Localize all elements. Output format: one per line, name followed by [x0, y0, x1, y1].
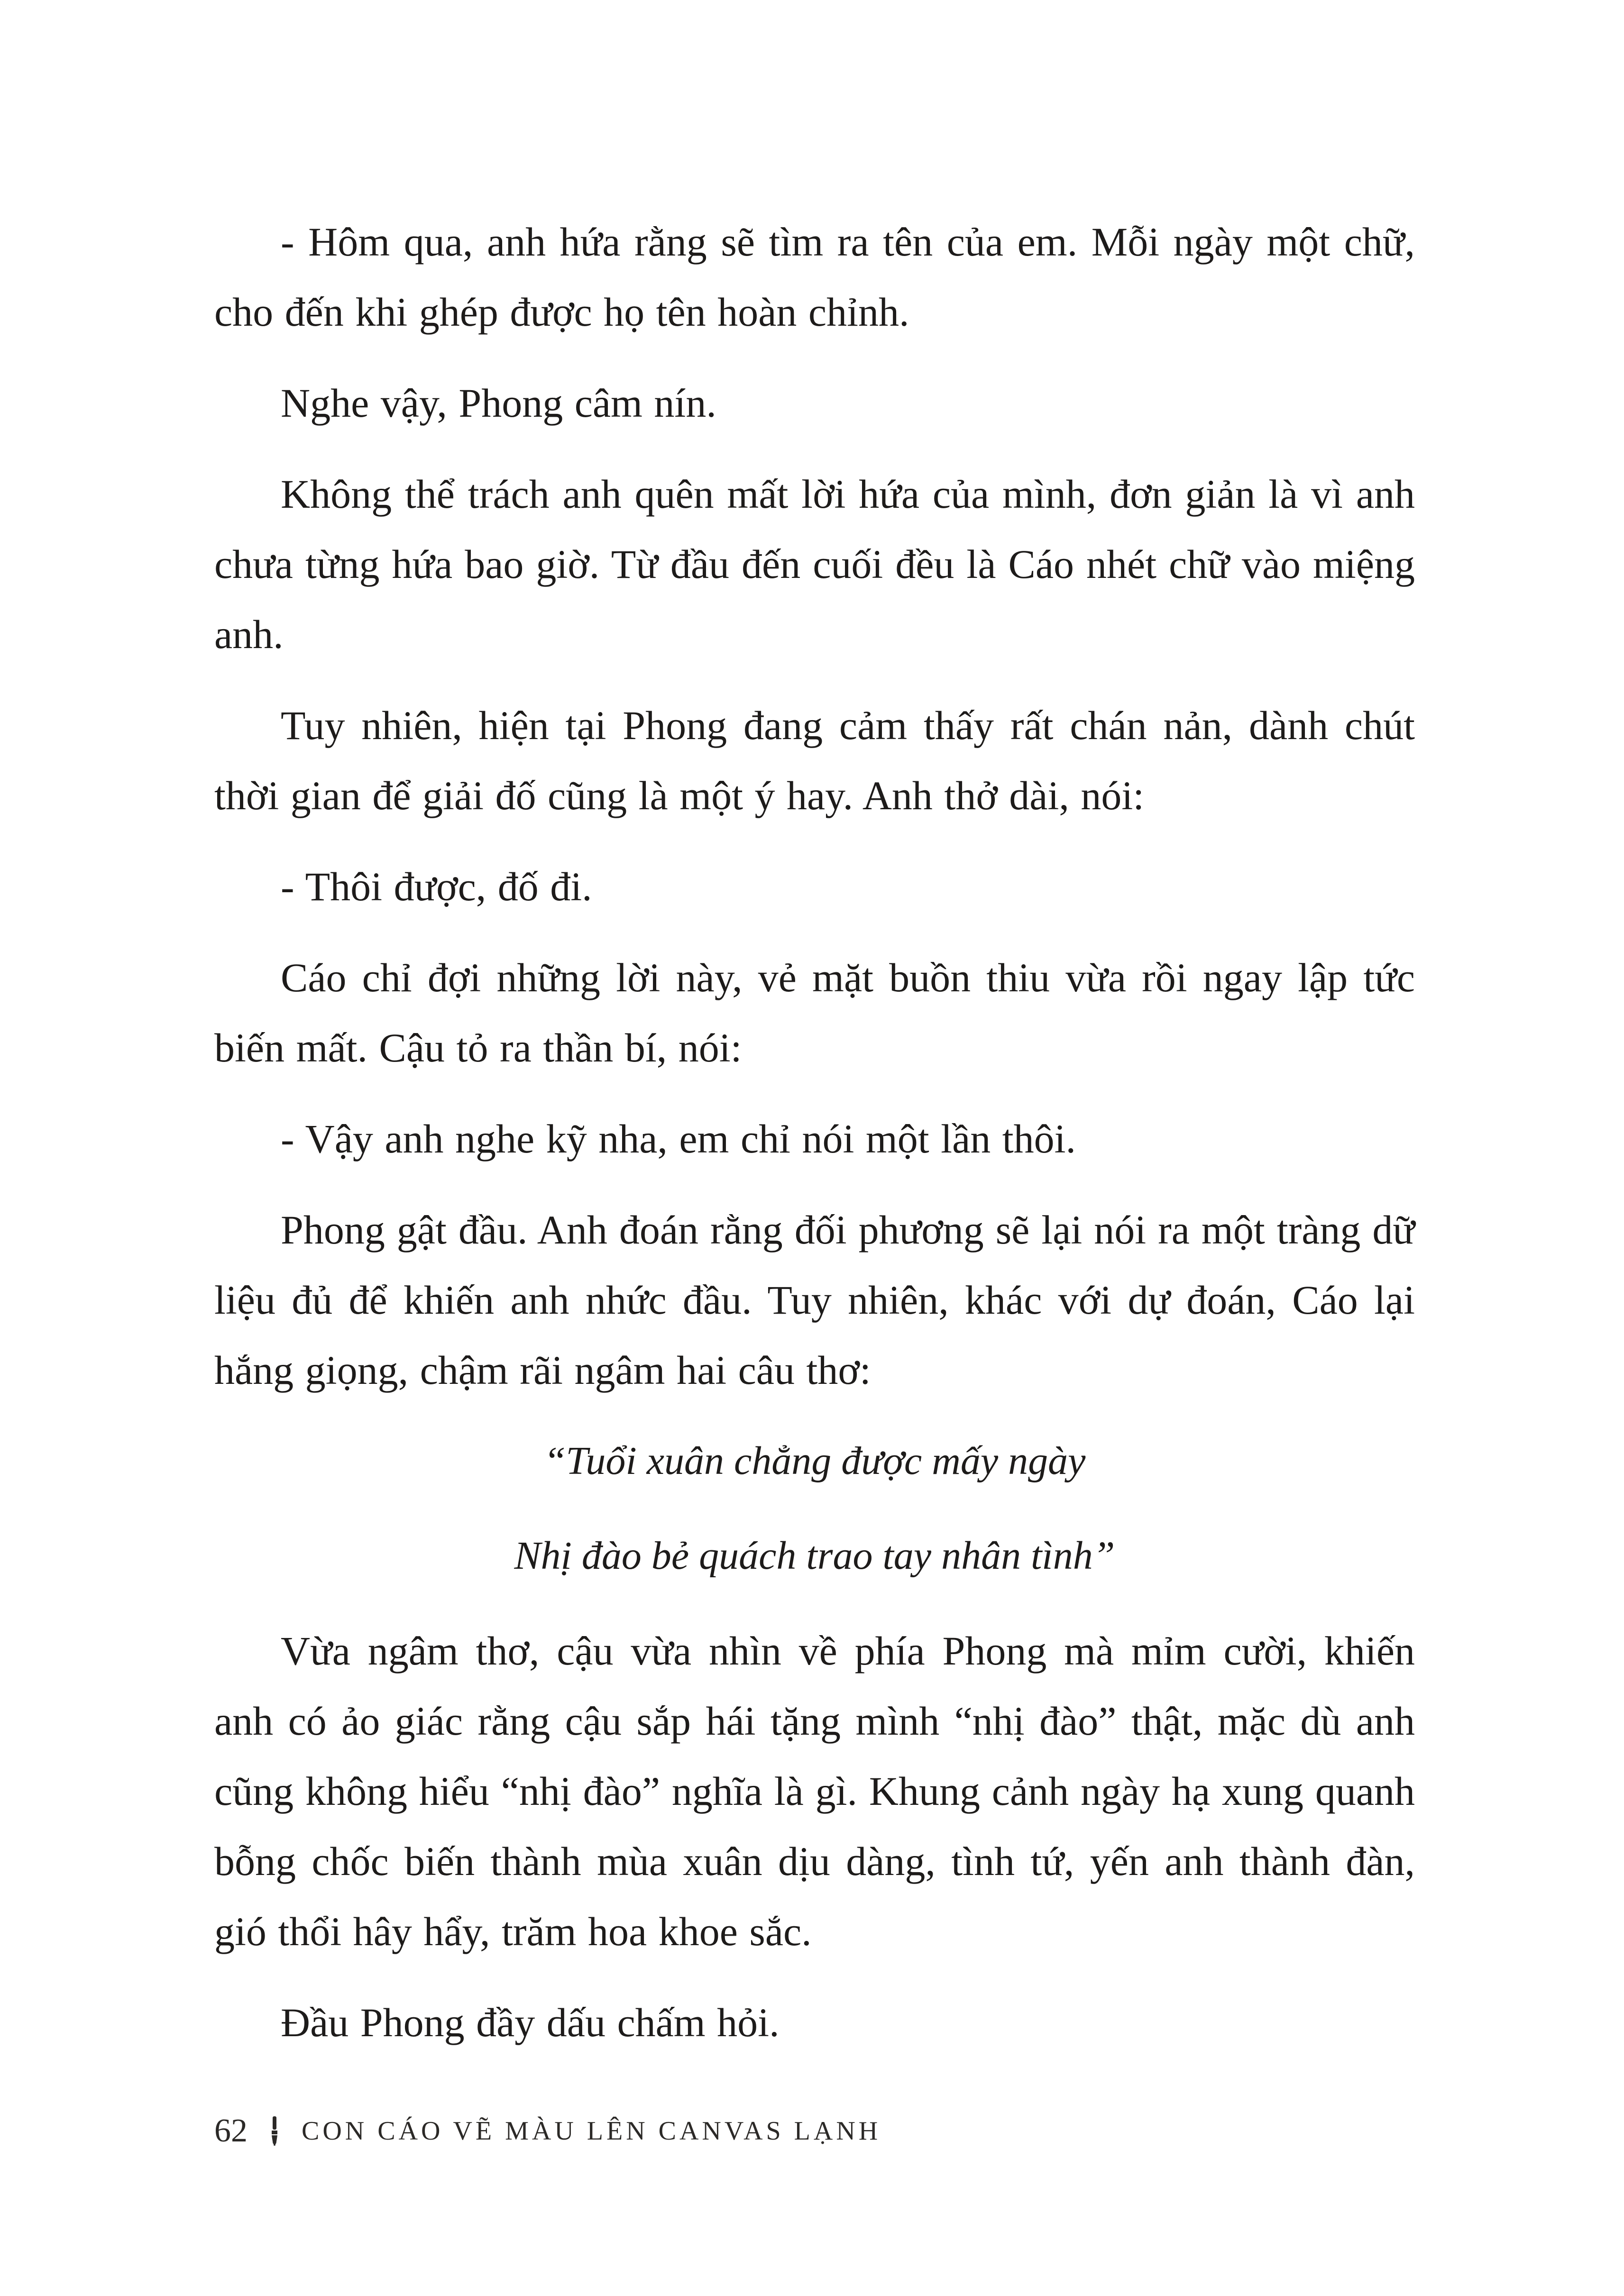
book-title: CON CÁO VẼ MÀU LÊN CANVAS LẠNH — [302, 2116, 881, 2146]
poem-line: Nhị đào bẻ quách trao tay nhân tình” — [514, 1534, 1115, 1578]
paragraph: Không thể trách anh quên mất lời hứa của mình, đơn giản là vì anh chưa từng hứa bao giờ. Từ đầu đến cuối đều là Cáo nhét chữ vào miệng anh. — [214, 471, 1415, 657]
paragraph: Vừa ngâm thơ, cậu vừa nhìn về phía Phong mà mỉm cười, khiến anh có ảo giác rằng cậu sắp hái tặng mình “nhị đào” thật, mặc dù anh cũng không hiểu “nhị đào” nghĩa là gì. Khung cảnh ngày hạ xung quanh bỗng chốc biến thành mùa xuân dịu dàng, tình tứ, yến anh thành đàn, gió thổi hây hẩy, trăm hoa khoe sắc. — [214, 1628, 1415, 1954]
paragraph: Cáo chỉ đợi những lời này, vẻ mặt buồn thiu vừa rồi ngay lập tức biến mất. Cậu tỏ ra thần bí, nói: — [214, 955, 1415, 1070]
paragraph: - Thôi được, đố đi. — [281, 864, 592, 909]
text-block — [214, 207, 1415, 2078]
paragraph: Phong gật đầu. Anh đoán rằng đối phương sẽ lại nói ra một tràng dữ liệu đủ để khiến anh nhức đầu. Tuy nhiên, khác với dự đoán, Cáo lại hắng giọng, chậm rãi ngâm hai câu thơ: — [214, 1207, 1415, 1393]
page-number-label: 62 — [214, 2113, 248, 2149]
paragraph: Nghe vậy, Phong câm nín. — [281, 380, 716, 426]
page-footer — [214, 2105, 881, 2157]
poem-line: “Tuổi xuân chẳng được mấy ngày — [543, 1439, 1086, 1483]
paragraph: Tuy nhiên, hiện tại Phong đang cảm thấy rất chán nản, dành chút thời gian để giải đố cũng là một ý hay. Anh thở dài, nói: — [214, 703, 1415, 818]
paragraph: - Hôm qua, anh hứa rằng sẽ tìm ra tên của em. Mỗi ngày một chữ, cho đến khi ghép được họ tên hoàn chỉnh. — [214, 219, 1415, 335]
paragraph: - Vậy anh nghe kỹ nha, em chỉ nói một lần thôi. — [281, 1116, 1076, 1162]
paragraph: Đầu Phong đầy dấu chấm hỏi. — [281, 2000, 780, 2045]
brush-icon — [266, 2116, 283, 2146]
